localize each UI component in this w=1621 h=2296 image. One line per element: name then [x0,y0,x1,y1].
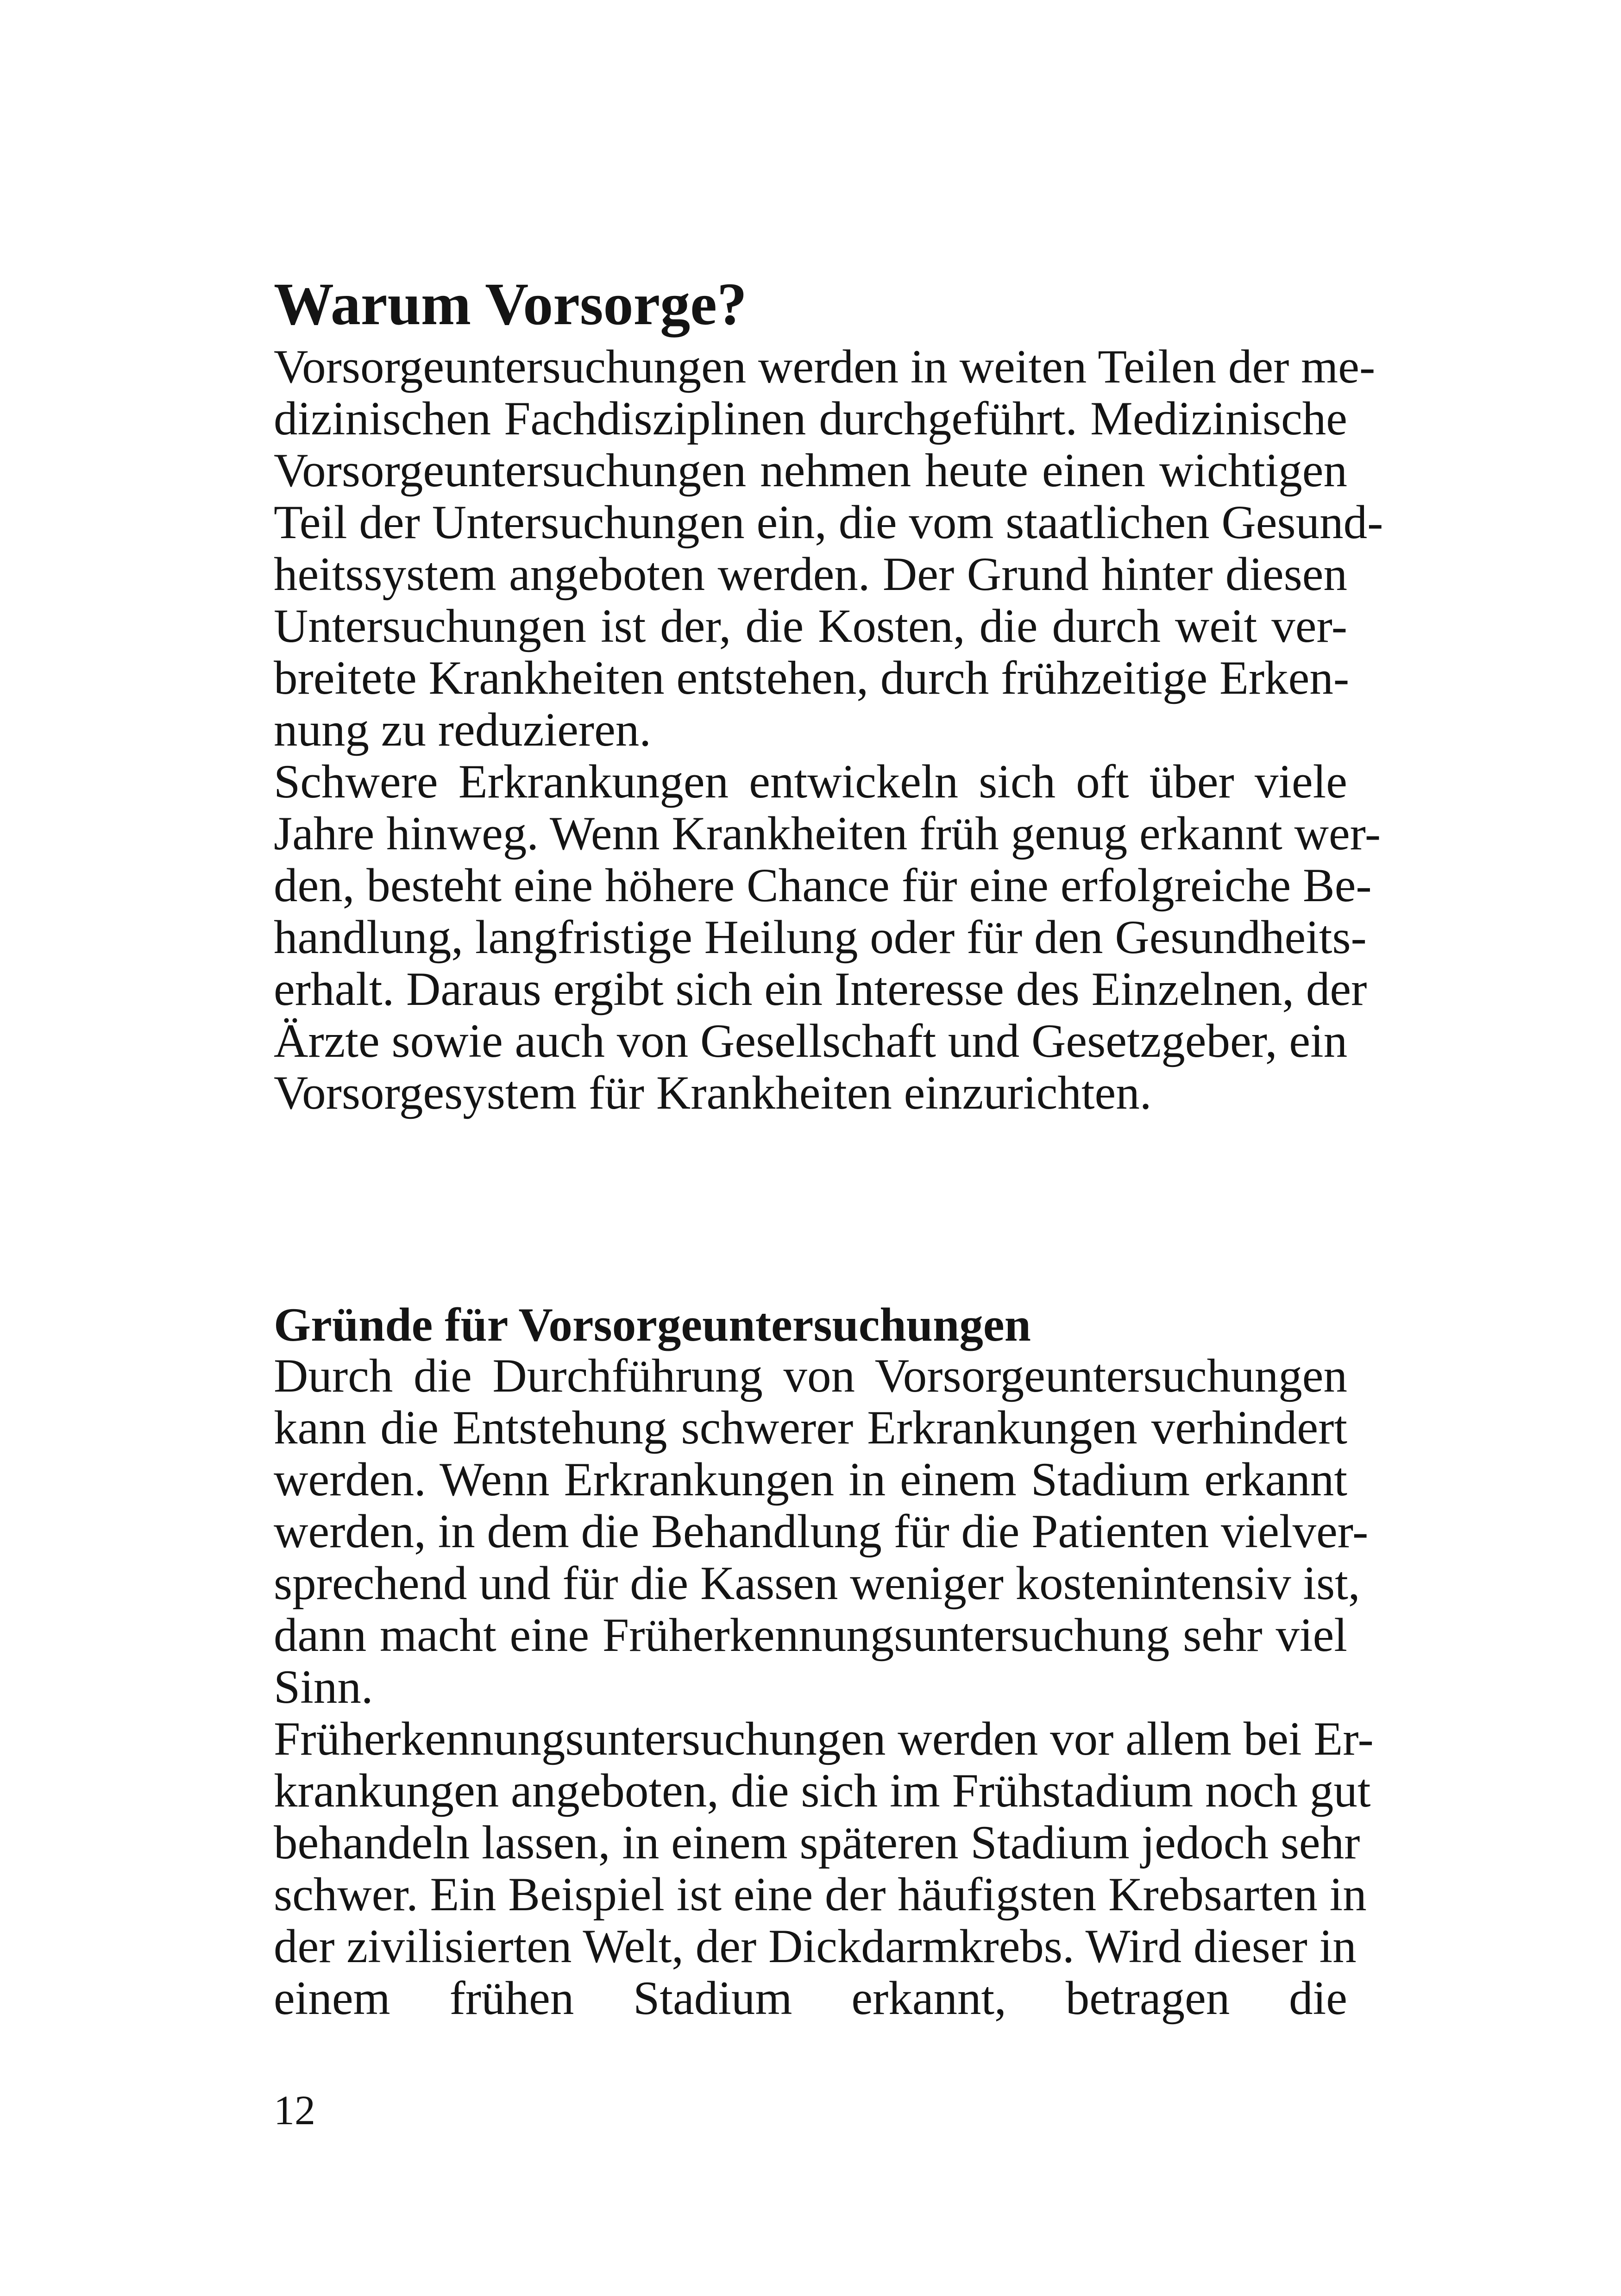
body-text-line: erhalt. Daraus ergibt sich ein Interesse des Einzelnen, der [274,963,1367,1016]
body-text-line: Früherkennungsuntersuchungen werden vor allem bei Er- [274,1713,1374,1765]
body-text-line: Vorsorgeuntersuchungen werden in weiten Teilen der me- [274,340,1376,393]
body-text-line: Schwere Erkrankungen entwickeln sich oft über viele [274,755,1347,808]
body-text-line: dizinischen Fachdisziplinen durchgeführt. Medizinische [274,392,1347,445]
body-text-line: handlung, langfristige Heilung oder für den Gesundheits- [274,911,1367,964]
body-text-line: Sinn. [274,1661,373,1713]
body-text-line: Untersuchungen ist der, die Kosten, die durch weit ver- [274,600,1347,652]
body-text-line: der zivilisierten Welt, der Dickdarmkrebs. Wird dieser in [274,1920,1357,1973]
page-number: 12 [274,2088,315,2133]
body-text-line: breitete Krankheiten entstehen, durch frühzeitige Erken- [274,652,1350,704]
body-text-line: Teil der Untersuchungen ein, die vom staatlichen Gesund- [274,496,1383,549]
body-text-line: schwer. Ein Beispiel ist eine der häufigsten Krebsarten in [274,1868,1367,1921]
body-text-line: behandeln lassen, in einem späteren Stadium jedoch sehr [274,1816,1360,1869]
body-text-line: Vorsorgeuntersuchungen nehmen heute einen wichtigen [274,444,1347,497]
section-heading: Gründe für Vorsorgeuntersuchungen [274,1299,1031,1351]
body-text-line: dann macht eine Früherkennungsuntersuchung sehr viel [274,1609,1347,1662]
body-text-line: werden. Wenn Erkrankungen in einem Stadium erkannt [274,1453,1347,1506]
body-text-line: einem frühen Stadium erkannt, betragen die [274,1972,1347,2025]
body-text-line: den, besteht eine höhere Chance für eine erfolgreiche Be- [274,859,1372,912]
body-text-line: Ärzte sowie auch von Gesellschaft und Gesetzgeber, ein [274,1015,1348,1067]
section-heading: Warum Vorsorge? [274,271,747,338]
body-text-line: sprechend und für die Kassen weniger kostenintensiv ist, [274,1557,1360,1610]
body-text-line: Vorsorgesystem für Krankheiten einzurichten. [274,1066,1152,1119]
body-text-line: kann die Entstehung schwerer Erkrankungen verhindert [274,1401,1347,1454]
body-text-line: krankungen angeboten, die sich im Frühstadium noch gut [274,1764,1371,1817]
body-text-line: Jahre hinweg. Wenn Krankheiten früh genug erkannt wer- [274,807,1381,860]
body-text-line: heitssystem angeboten werden. Der Grund hinter diesen [274,548,1347,601]
body-text-line: werden, in dem die Behandlung für die Patienten vielver- [274,1505,1369,1558]
body-text-line: Durch die Durchführung von Vorsorgeuntersuchungen [274,1349,1347,1402]
body-text-line: nung zu reduzieren. [274,703,652,756]
